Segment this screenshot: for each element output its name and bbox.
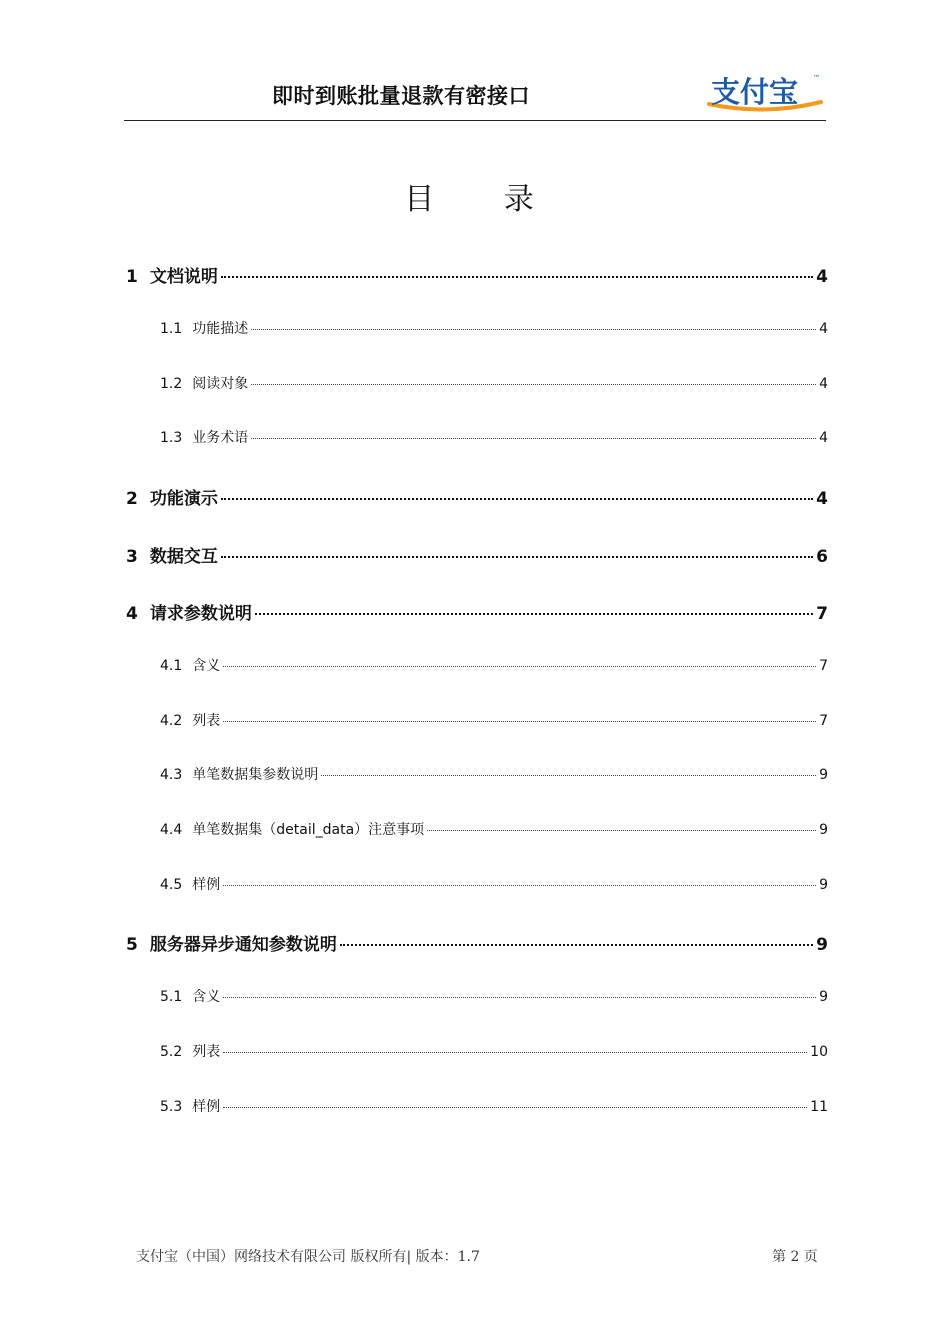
toc-number: 5.3	[160, 1099, 183, 1115]
toc-page: 9	[819, 822, 828, 838]
logo-trademark: ™	[813, 74, 820, 82]
toc-entry[interactable]	[160, 655, 828, 675]
toc-number: 1.3	[160, 430, 183, 446]
toc-leader	[221, 498, 813, 500]
toc-label: 功能演示	[149, 489, 218, 509]
toc-label: 数据交互	[149, 547, 218, 567]
toc-label: 样例	[192, 877, 221, 893]
toc-label: 含义	[192, 989, 221, 1005]
toc-number: 5.2	[160, 1044, 183, 1060]
toc-page: 7	[819, 658, 828, 674]
toc-leader	[321, 775, 816, 776]
toc-number: 2	[126, 489, 138, 509]
toc-page: 7	[819, 713, 828, 729]
alipay-logo	[705, 72, 825, 116]
toc-entry[interactable]	[160, 710, 828, 730]
toc-page: 10	[810, 1044, 828, 1060]
toc-page: 6	[816, 547, 828, 567]
toc-heading: 目 录	[404, 182, 564, 217]
toc-number: 1	[126, 267, 138, 287]
toc-label: 单笔数据集（detail_data）注意事项	[192, 822, 425, 838]
toc-leader	[251, 384, 816, 385]
toc-page: 9	[819, 877, 828, 893]
toc-number: 4.3	[160, 767, 183, 783]
toc-entry[interactable]	[160, 764, 828, 784]
toc-entry[interactable]	[126, 930, 828, 955]
toc-label: 文档说明	[149, 267, 218, 287]
toc-page: 9	[819, 767, 828, 783]
toc-number: 1.2	[160, 376, 183, 392]
toc-leader	[427, 830, 816, 831]
toc-page: 9	[816, 935, 828, 955]
toc-entry[interactable]	[160, 1096, 828, 1116]
toc-entry[interactable]	[126, 599, 828, 624]
toc-number: 5	[126, 935, 138, 955]
toc-label: 服务器异步通知参数说明	[149, 935, 337, 955]
toc-entry[interactable]	[126, 542, 828, 567]
footer-page-number: 第 2 页	[772, 1249, 818, 1265]
toc-leader	[223, 666, 816, 667]
toc-page: 4	[816, 267, 828, 287]
toc-leader	[223, 1052, 807, 1053]
toc-label: 列表	[192, 713, 221, 729]
toc-entry[interactable]	[160, 819, 828, 839]
toc-leader	[251, 438, 816, 439]
toc-page: 4	[819, 321, 828, 337]
toc-leader	[340, 944, 813, 946]
toc-number: 4	[126, 604, 138, 624]
toc-label: 阅读对象	[192, 376, 249, 392]
toc-label: 样例	[192, 1099, 221, 1115]
toc-entry[interactable]	[160, 373, 828, 393]
toc-label: 功能描述	[192, 321, 249, 337]
toc-number: 4.5	[160, 877, 183, 893]
toc-leader	[251, 329, 816, 330]
toc-number: 5.1	[160, 989, 183, 1005]
toc-leader	[223, 721, 816, 722]
toc-entry[interactable]	[160, 874, 828, 894]
toc-number: 4.2	[160, 713, 183, 729]
toc-entry[interactable]	[160, 1041, 828, 1061]
document-header-title: 即时到账批量退款有密接口	[272, 84, 530, 108]
toc-entry[interactable]	[160, 318, 828, 338]
toc-number: 4.1	[160, 658, 183, 674]
toc-label: 业务术语	[192, 430, 249, 446]
toc-entry[interactable]	[160, 427, 828, 447]
toc-label: 列表	[192, 1044, 221, 1060]
toc-page: 4	[819, 376, 828, 392]
toc-page: 9	[819, 989, 828, 1005]
toc-entry[interactable]	[126, 262, 828, 287]
toc-number: 4.4	[160, 822, 183, 838]
toc-leader	[223, 997, 816, 998]
logo-text: 支付宝	[711, 75, 799, 109]
toc-entry[interactable]	[126, 484, 828, 509]
toc-leader	[221, 556, 813, 558]
header-divider	[124, 120, 826, 121]
toc-label: 含义	[192, 658, 221, 674]
toc-number: 3	[126, 547, 138, 567]
toc-leader	[221, 276, 813, 278]
toc-number: 1.1	[160, 321, 183, 337]
toc-page: 4	[816, 489, 828, 509]
toc-page: 4	[819, 430, 828, 446]
toc-leader	[255, 613, 813, 615]
toc-leader	[223, 1107, 807, 1108]
toc-label: 请求参数说明	[149, 604, 252, 624]
toc-page: 7	[816, 604, 828, 624]
footer-copyright: 支付宝（中国）网络技术有限公司 版权所有| 版本：1.7	[136, 1249, 480, 1265]
toc-label: 单笔数据集参数说明	[192, 767, 319, 783]
toc-entry[interactable]	[160, 986, 828, 1006]
toc-page: 11	[810, 1099, 828, 1115]
toc-leader	[223, 885, 816, 886]
